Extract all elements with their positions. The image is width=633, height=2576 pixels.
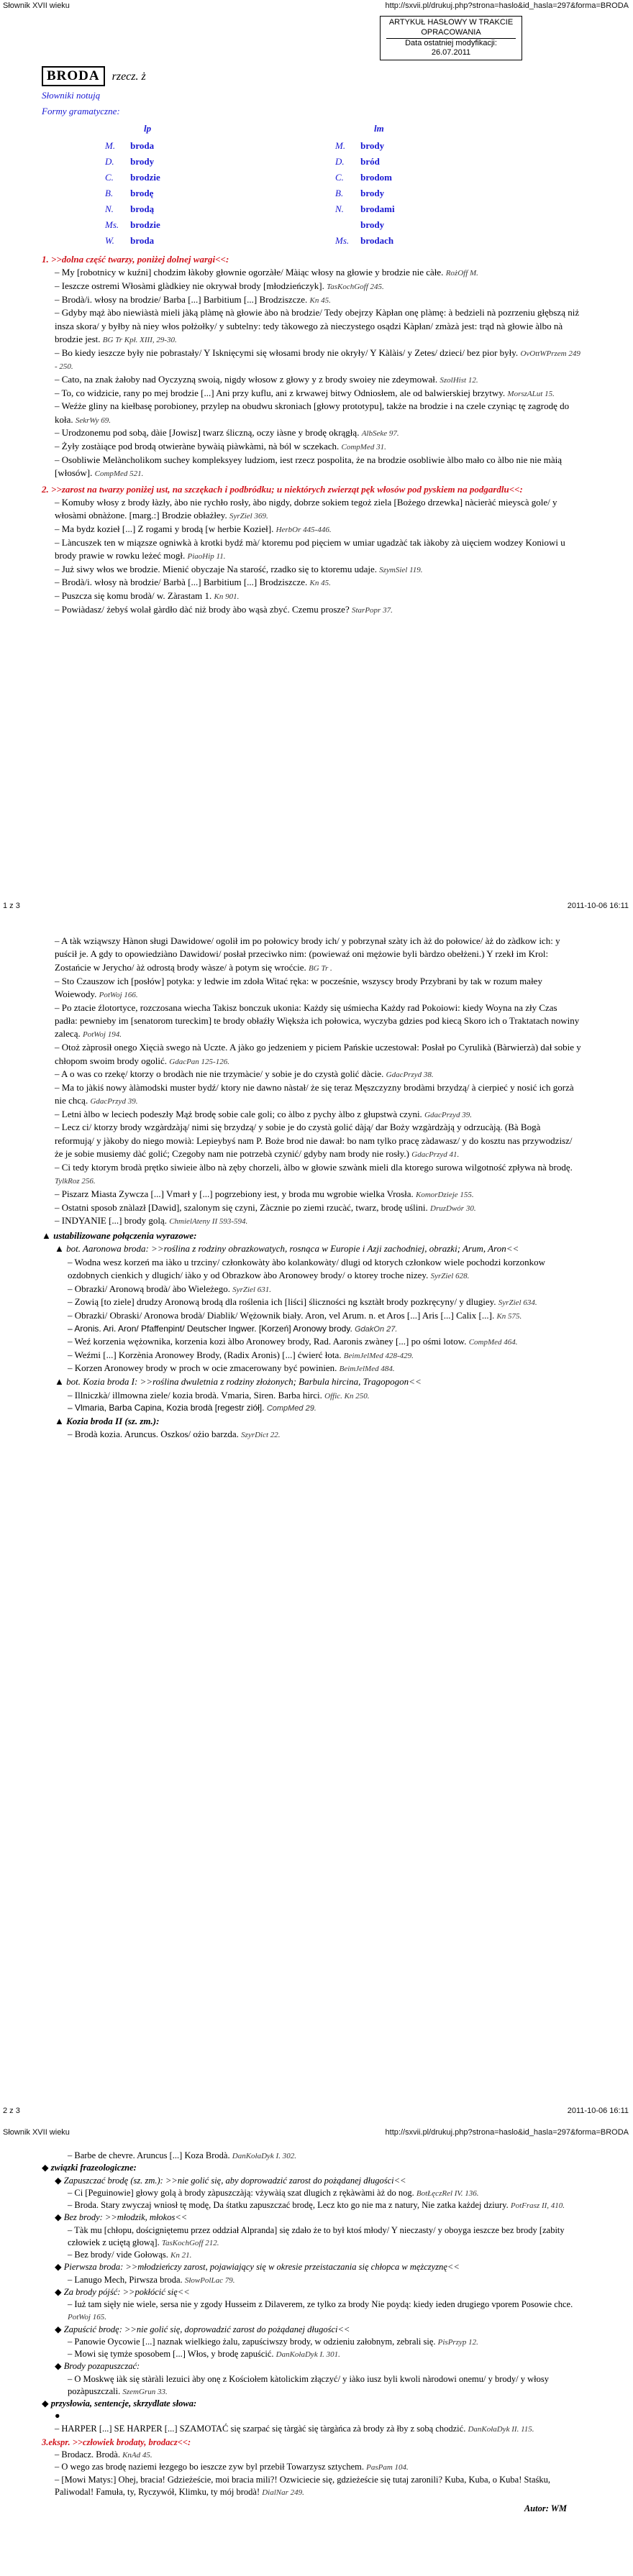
page-1 xyxy=(0,0,633,913)
inflection-row xyxy=(331,170,399,185)
form-value: brodom xyxy=(360,172,392,183)
quote xyxy=(55,2336,581,2348)
quote xyxy=(42,400,581,426)
quote xyxy=(55,1283,581,1296)
inflection-row xyxy=(101,170,165,185)
quote-text: – [Mowi Matys:] Ohej, bracia! Gdzieżeście, moi bracia mili?! Ozwiciecie się, gdzieżeście się tutaj zaronili? Kuba, Kuba, o Kuba! Staśku, Paliwodal! Famuła, ty, Ryczywół, Klimku, ty mój brodà! xyxy=(55,2474,550,2497)
quote-source: SzemGrun 33. xyxy=(122,2387,168,2396)
quote-text: – Aronis. Ari. Aron/ Pfaffenpint/ Deutscher Ingwer. [Korzeń] Aronowy brody. xyxy=(68,1323,352,1334)
body-page-3 xyxy=(42,2150,581,2515)
page-3 xyxy=(0,2128,633,2574)
quote-source: TasKochGoff 245. xyxy=(327,283,384,292)
diamond-bullet-icon: ◆ xyxy=(42,2398,51,2408)
quote xyxy=(42,935,581,975)
quote-text: – Obrazki/ Obraski/ Aronowa brodà/ Diablik/ Wężownik biały. Aron, vel Arum. n. et Aros [...] Aris [...] Calix [...]. xyxy=(68,1310,495,1321)
collocations-label xyxy=(42,1229,581,1242)
form-value: brody xyxy=(360,219,385,230)
quote-text: – Ieszcze ostremi Włosàmi glàdkiey nie okrywał brody [młodzieńczyk]. xyxy=(55,280,324,292)
phrase-head-text: Zapuścić brodę: >>nie golić się, doprowadzić zarost do pożądanej długości<< xyxy=(63,2324,350,2334)
quote-text: – Brodà kozia. Aruncus. Oszkos/ ożio barzda. xyxy=(68,1429,239,1440)
quote-source: MorszALut 15. xyxy=(507,389,555,398)
form-value: brodami xyxy=(360,203,395,214)
quote-text: – Osobliwie Melàncholikom suchey kompleksyey ludziom, iest rzecz pospolita, że na brodzie osobliwie àlbo mało co àlbo nie nie màią [włosów]. xyxy=(55,454,563,478)
quote-source: KomorDzieje 155. xyxy=(416,1191,474,1200)
quote xyxy=(42,2461,581,2473)
quote-source: CompMed 521. xyxy=(94,469,144,478)
quote-text: – My [robotnicy w kuźni] chodzim łàkoby głownie ogorzàłe/ Màiąc włosy na głowie y brodzie nie càłe. xyxy=(55,267,444,278)
quote-text: – Korzen Aronowey brody w proch w ocie zmacerowany być powinien. xyxy=(68,1362,337,1374)
quote xyxy=(42,1161,581,1188)
phrase-head xyxy=(55,2175,581,2187)
quote-text: – Komuby włosy z brody łàzły, àbo nie rychło rosły, àbo nigdy, dobrze sokiem tegoż ziela [Bożego drzewka] nàcieràć mieyscà gole/ y włosàmi obnàżone. [marg.:] Brodzie obłażłey. xyxy=(55,497,557,521)
quote xyxy=(42,306,581,347)
quote-text: – O wego zas brodę naziemi łezgego bo ieszcze zyw byl przebił Towarzysz sztychem. xyxy=(55,2462,364,2472)
quote-source: GdacPrzyd 39. xyxy=(424,1110,473,1119)
inflection-row xyxy=(331,233,399,249)
quote-text: – Puszcza się komu brodà/ w. Zàrastam 1. xyxy=(55,590,212,601)
quote xyxy=(55,2187,581,2199)
quote-text: – Letni àlbo w leciech podeszły Mąż brodę sobie cale goli; co àlbo z pychy àlbo z głupstwà czyni. xyxy=(55,1108,422,1119)
form-value: brodą xyxy=(130,203,155,214)
quote-text: – Wodna wesz korzeń ma iàko u trzciny/ członkowàty àbo kolankowàty/ dlugi od ktorych członkow wiele pochodzi korzonkow ozdobnych cienkich y dlugich/ iàko y od Obrazkow àbo Aronowey brody/ o ktorey troche nizey. xyxy=(68,1256,546,1281)
status-line-2: Data ostatniej modyfikacji: 26.07.2011 xyxy=(405,38,497,58)
quote xyxy=(55,1296,581,1309)
quote-text: – Iuż tam sięły nie wiele, sersa nie y zgody Husseim z Dilaverem, ze tylko za brody Nie poydą: kiedy ieden drugiego vporem Posowie chce. xyxy=(68,2299,573,2309)
phrase-head-text: Bez brody: >>młodzik, młokos<< xyxy=(63,2212,188,2223)
quote-source: GdacPrzyd 39. xyxy=(90,1097,138,1106)
plural-header: lm xyxy=(374,123,384,134)
diamond-bullet-icon: ◆ xyxy=(42,2163,51,2173)
quote-source: AlbSeke 97. xyxy=(361,429,399,439)
quote-source: CompMed 31. xyxy=(341,442,386,452)
inflection-row xyxy=(101,233,165,249)
form-value: bród xyxy=(360,156,380,167)
page-header-right: http://sxvii.pl/drukuj.php?strona=haslo&id_hasla=297&forma=BRODA xyxy=(385,2128,629,2137)
quote-source: DialNar 249. xyxy=(262,2488,304,2497)
form-value: brody xyxy=(360,188,385,198)
quote xyxy=(55,1362,581,1375)
quote xyxy=(42,603,581,617)
phrase xyxy=(42,2211,581,2261)
quote xyxy=(42,536,581,563)
quote xyxy=(42,1188,581,1201)
author: Autor: WM xyxy=(524,2503,567,2513)
quote-text: – Powiàdasz/ żebyś wolał gàrdło dàć niż brody àbo wąsà zbyć. Czemu prosze? xyxy=(55,603,350,615)
quote xyxy=(55,1402,581,1415)
quote-source: GdakOn 27. xyxy=(355,1324,398,1334)
quote-text: – Panowie Oycowie [...] naznak wielkiego żalu, zapuściwszy brody, w odzieniu załobnym, zebrali się. xyxy=(68,2336,436,2347)
diamond-bullet-icon: ◆ xyxy=(55,2324,64,2334)
proverbs-label xyxy=(42,2398,581,2410)
quote-source: Kn 901. xyxy=(214,592,240,601)
status-line-1: ARTYKUŁ HASŁOWY W TRAKCIE OPRACOWANIA xyxy=(386,18,516,39)
form-value: brodzie xyxy=(130,219,160,230)
quote-source: GdacPan 125-126. xyxy=(169,1057,229,1066)
case-label: D. xyxy=(105,156,114,167)
quote xyxy=(42,2423,581,2435)
quote xyxy=(55,2274,581,2286)
forms-label: Formy gramatyczne: xyxy=(42,106,120,116)
case-label: W. xyxy=(105,235,114,246)
quote-source: GdacPrzyd 38. xyxy=(386,1071,434,1080)
inflection-row xyxy=(101,201,165,217)
quote xyxy=(42,387,581,400)
inflection-row xyxy=(101,185,165,201)
collocation-head xyxy=(55,1242,581,1255)
quote-source: BG Tr . xyxy=(309,963,332,973)
form-value: broda xyxy=(130,235,155,246)
entry-head xyxy=(42,66,146,86)
page-footer-right: 2011-10-06 16:11 xyxy=(567,2107,629,2115)
inflection-row xyxy=(331,138,399,154)
quote-text: – Illniczkà/ illmowna ziele/ kozia brodà. Vmaria, Siren. Barba hirci. xyxy=(68,1389,322,1401)
quote-text: – Làncuszek ten w miązsze ogniwkà à krotki bydź mà/ ktoremu pod pięciem w umiar ugadzàć tak iàkoby zà uięciem wodzey Koniowi u brody prawie w rowku leżeć mogł. xyxy=(55,536,565,562)
quote-source: PiaoHip 11. xyxy=(187,552,226,562)
quote-source: TylkRoz 256. xyxy=(55,1177,96,1186)
diamond-bullet-icon: ◆ xyxy=(55,2361,64,2372)
quote-text: – Brodà/i. włosy nà brodzie/ Barbà [...] Barbitium [...] Brodziszcze. xyxy=(55,577,308,588)
form-value: broda xyxy=(130,140,155,151)
quote xyxy=(42,1068,581,1081)
quote-text: – Weź korzenia wężownika, korzenia kozi àlbo Aronowey brody, Rad. Aaronis zwàney [...] po ośmi lotow. xyxy=(68,1336,467,1347)
quote-text: – Brodà/i. włosy na brodzie/ Barba [...] Barbitium [...] Brodziszcze. xyxy=(55,293,308,305)
quote-text: – Ci tedy ktorym brodà prętko siwieie àlbo nà zęby chorzeli, àlbo w głowie szwànk mieli dla ktorego surowa wilgotność zpływa nà brodę. xyxy=(55,1161,573,1173)
quote-text: – Żyły zostàiące pod brodą otwieràne bywàią piàwkàmi, nà ból w sczekach. xyxy=(55,440,340,452)
phrase-head xyxy=(55,2360,581,2373)
phrase-head xyxy=(55,2324,581,2336)
quote-source: PotWoj 165. xyxy=(68,2313,106,2322)
quote xyxy=(42,1201,581,1215)
quote xyxy=(42,266,581,280)
inflection-row xyxy=(101,217,165,233)
quote xyxy=(55,1349,581,1362)
phrase xyxy=(42,2360,581,2398)
singular-header: lp xyxy=(144,123,152,134)
quote xyxy=(55,2249,581,2261)
quote xyxy=(42,2150,581,2162)
quote-source: BeimJelMed 428-429. xyxy=(343,1351,414,1360)
quote-source: BeimJelMed 484. xyxy=(339,1365,395,1374)
quote xyxy=(42,1214,581,1228)
quote xyxy=(55,2298,581,2324)
phrase xyxy=(42,2261,581,2286)
case-label: Ms. xyxy=(335,235,350,246)
form-value: brody xyxy=(360,140,385,151)
sense-2-label: 2. >>zarost na twarzy poniżej ust, na szczękach i podbródku; u niektórych zwierząt pęk włosów pod pyskiem na podgardlu<<: xyxy=(42,483,523,495)
collocation-head xyxy=(55,1415,581,1428)
quote xyxy=(42,563,581,577)
quote xyxy=(42,2474,581,2499)
quote-text: – Weźże gliny na kiełbasę porobioney, przylep na obudwu skroniach [głowy prototypu], także na brodzie i na czele czyniąc tę zagrodę do koła. xyxy=(55,400,570,425)
quote xyxy=(42,496,581,523)
quote xyxy=(42,454,581,480)
quote-source: SzolHist 12. xyxy=(440,376,478,385)
quote xyxy=(55,2348,581,2360)
triangle-bullet-icon: ▲ xyxy=(42,1229,54,1241)
quote xyxy=(42,1001,581,1042)
quote-text: – Lecz ci/ ktorzy brody wzgàrdzàją/ nimi się brzydzą/ y sobie je do czystà golić dàją/ dar Boży wzgàrdzàją y odrzucàją. (Bà Bogà reformują/ y jàkoby do niego mowià: Lepieybyś nam P. Boże brod nie dawał: bo nam tylko pracę zàdawasz/ y do kosztu nas przywodzisz/ że je sobie musiemy dàć golić; Czegoby nam nie potrzebà czynić/ gdyby nam brody nie rosły.) xyxy=(55,1122,573,1160)
diamond-bullet-icon: ◆ xyxy=(55,2212,64,2223)
quote-source: TasKochGoff 212. xyxy=(161,2238,219,2247)
collocation xyxy=(42,1415,581,1441)
quote-text: – Bez brody/ vide Gołowąs. xyxy=(68,2250,168,2260)
quote-source: StarPopr 37. xyxy=(351,605,393,615)
phrase-head-text: Pierwsza broda: >>młodzieńczy zarost, pojawiający się w okresie przeistaczania się chłopca w mężczyznę<< xyxy=(63,2262,460,2273)
quote-text: – A o was co rzekę/ ktorzy o brodàch nie nie trzymàcie/ y sobie je do czystà golić dàcie. xyxy=(55,1068,384,1080)
quote-text: – Gdyby mąż àbo niewiàstà mieli jàką plàmę nà głowie àbo nà brodzie/ Tedy obejrzy Kàpłan onę plàmę: à bedzieli nà pozrzeniu głębszą niż insza skora/ y byłby nà niey włos połżołky/ y subtelny: tedy tàkowego zà nieczystego osądzi Kàpłan/ zmàzà jest: trąd nà głowie àlbo nà brodzie jest. xyxy=(55,307,580,345)
collocations-label-text: ustabilizowane połączenia wyrazowe: xyxy=(53,1229,197,1241)
quote-source: BotŁęczRel IV. 136. xyxy=(416,2188,479,2198)
quote-text: – O Moskwę iàk się stàràli lezuici àby onę z Kościołem kàtolickim złączyć/ y iàko iusz byli kwoli nàrodowi onemu/ y brody/ y włosy pozàpuszczali. xyxy=(68,2373,549,2396)
quote-source: Kn 21. xyxy=(170,2251,192,2260)
proverbs-label-text: przysłowia, sentencje, skrzydlate słowa: xyxy=(50,2398,197,2408)
quote-text: – Ci [Peguinowie] głowy golą à brody zàpuszczàją: vżywàią szat dlugich z rękàwàmi àż do nog. xyxy=(68,2187,414,2198)
sense-1-label: 1. >>dolna część twarzy, poniżej dolnej wargi<<: xyxy=(42,254,229,265)
quote-source: SekrWy 69. xyxy=(75,416,111,425)
quote-source: OvOttWPrzem 249 - 250. xyxy=(55,349,580,372)
quote-source: SłowPolLac 79. xyxy=(184,2275,235,2285)
inflection-row xyxy=(101,154,165,170)
triangle-bullet-icon: ▲ xyxy=(55,1376,67,1388)
case-label: B. xyxy=(105,188,114,198)
collocation xyxy=(42,1242,581,1375)
quote-text: – Bo kiedy ieszcze były nie pobrastały/ Y Isknięcymi się włosami brody nie okryły/ Y Kàlàis/ y Zetes/ dzieci/ bez pior były. xyxy=(55,347,519,358)
quote xyxy=(55,1323,581,1336)
quote xyxy=(55,1335,581,1349)
quote xyxy=(42,293,581,307)
quote-text: – Cato, na znak żałoby nad Oyczyzną swoią, nigdy włosow z głowy y z brody swoiey nie zdeymował. xyxy=(55,374,438,385)
quote-source: SyrZiel 631. xyxy=(232,1285,271,1294)
quote xyxy=(42,590,581,603)
phrase-head-text: Brody pozapuszczać: xyxy=(63,2361,140,2372)
quote xyxy=(42,1121,581,1161)
quote-text: – INDYANIE [...] brody golą. xyxy=(55,1215,167,1227)
case-label: N. xyxy=(105,203,114,214)
quote-text: – Ostatni sposob znàlazł [Dawid], szalonym się czyni, Zàcznie po ziemi rzucàć, twarz, brodę uślini. xyxy=(55,1201,428,1213)
quote xyxy=(42,576,581,590)
quote-text: – Brodacz. Brodà. xyxy=(55,2449,120,2460)
phrase xyxy=(42,2175,581,2212)
source-label: Słowniki notują xyxy=(42,90,101,101)
quote xyxy=(42,1108,581,1122)
phraseology-label-text: związki frazeologiczne: xyxy=(50,2163,137,2173)
quote-text: – Mowi się tymże sposobem [...] Włos, y brodę zapuścić. xyxy=(68,2349,274,2359)
quote-source: SzyrDict 22. xyxy=(241,1431,281,1440)
phrase-head-text: Zapuszczać brodę (sz. zm.): >>nie golić się, aby doprowadzić zarost do pożądanej długości<< xyxy=(63,2175,406,2186)
quote-text: – Obrazki/ Aronową brodà/ àbo Wieleżego. xyxy=(68,1283,230,1294)
case-label: Ms. xyxy=(105,219,119,230)
quote-source: PotWoj 194. xyxy=(82,1030,122,1040)
collocation-head xyxy=(55,1375,581,1388)
case-label: N. xyxy=(335,203,344,214)
quote xyxy=(42,440,581,454)
quote xyxy=(42,373,581,387)
quote-source: DanKołaDyk II. 115. xyxy=(468,2424,534,2434)
quote-source: DanKołaDyk I. 302. xyxy=(232,2152,296,2160)
quote xyxy=(42,1081,581,1108)
sense-3-label: 3.ekspr. >>człowiek brodaty, brodacz<<: xyxy=(42,2437,191,2447)
quote-source: SyrZiel 369. xyxy=(229,512,268,521)
quote-source: SyrZiel 628. xyxy=(430,1272,470,1281)
quote xyxy=(55,1309,581,1323)
inflection-row xyxy=(331,201,399,217)
quote-source: PotFrasz II, 410. xyxy=(510,2201,565,2210)
quote-text: – Weźmi [...] Korzènia Aronowey Brody, (Radix Aronis) [...] ćwierć łota. xyxy=(68,1349,342,1360)
case-label xyxy=(331,217,356,233)
quote xyxy=(55,1389,581,1403)
quote-source: Kn 575. xyxy=(496,1312,522,1321)
quote-source: GdacPrzyd 41. xyxy=(411,1150,460,1160)
diamond-bullet-icon: ◆ xyxy=(55,2175,64,2186)
lemma: BRODA xyxy=(42,66,105,86)
quote-text: – Vlmaria, Barba Capina, Kozia brodà [regestr ziół]. xyxy=(68,1403,265,1413)
diamond-bullet-icon: ◆ xyxy=(55,2262,64,2273)
phrase xyxy=(42,2324,581,2361)
quote-text: – Otoż zàprosił onego Xięcià swego nà Uczte. A jàko go jedzeniem y piciem Pańskie uczestował: Posłał po Cyrulikà (Bàrwierzà) dał sobie y chłopom swoim brody ogolić. xyxy=(55,1042,581,1066)
collocation-head-text: bot. Kozia broda I: >>roślina dwuletnia z rodziny złożonych; Barbula hircina, Tragopogon<< xyxy=(66,1376,422,1388)
phrase-head-text: Za brody pójść: >>pokłócić się<< xyxy=(63,2286,190,2297)
triangle-bullet-icon: ▲ xyxy=(55,1243,67,1255)
body-page-2 xyxy=(42,935,581,1441)
quote xyxy=(55,2373,581,2398)
case-label: D. xyxy=(335,156,345,167)
phrase-head xyxy=(55,2261,581,2273)
quote xyxy=(42,523,581,536)
phrase-head xyxy=(55,2211,581,2224)
inflection-row xyxy=(331,154,399,170)
inflection-row xyxy=(331,185,399,201)
form-value: brodzie xyxy=(130,172,160,183)
phrase-head xyxy=(55,2286,581,2298)
quote-text: – Ma bydz kozieł [...] Z rogami y brodą [w herbie Kozieł]. xyxy=(55,523,274,535)
part-of-speech: rzecz. ż xyxy=(111,70,146,83)
quote-source: ChmielAteny II 593-594. xyxy=(169,1217,248,1227)
quote-text: – Zowią [to ziele] drudzy Aronową brodą dla roślenia ich [liści] śliczności ng ksztàłt brody pozkręcyny/ y dlugiey. xyxy=(68,1296,496,1308)
collocation xyxy=(42,1375,581,1415)
phrase xyxy=(42,2286,581,2324)
proverb-bullet xyxy=(42,2410,581,2422)
quote-text: – Lanugo Mech, Pirwsza broda. xyxy=(68,2274,183,2285)
form-value: brodę xyxy=(130,188,154,198)
body-page-1 xyxy=(42,253,581,616)
quote-text: – Już siwy włos we brodzie. Mienić obyczaje Na starość, rzadko się to ktoremu udaje. xyxy=(55,563,378,574)
quote-source: BG Tr Kpł. XIII, 29-30. xyxy=(102,336,177,345)
collocation-head-text: Kozia broda II (sz. zm.): xyxy=(66,1415,160,1426)
page-footer-left: 2 z 3 xyxy=(3,2107,20,2115)
quote-text: – Barbe de chevre. Aruncus [...] Koza Brodà. xyxy=(68,2150,230,2160)
inflection-row xyxy=(101,138,165,154)
quote-source: DanKołaDyk I. 301. xyxy=(275,2350,340,2359)
case-label: C. xyxy=(335,172,344,183)
plural-table xyxy=(331,138,399,249)
quote-text: – Tàk mu [chłopu, dościgniętemu przez oddział Alpranda] się zdało że to był ktoś młody/ Y nieczasty/ y oboyga ieszcze bez brody [zabity człowiek z uciętą głową]. xyxy=(68,2224,565,2247)
quote-text: – Po ztacie źlotortyce, rozczosana wiecha Takisz bonczuk ukonia: Każdy się uśmiecha Każdy rad Pokoiowi: kiedy Woyna na zły Czas padła: pewnieby im [senatorom tureckim] te brody obłaźły Więksża ich połowica, wyczyba gdzies pod kiecą Skoro ich o Traktatach nowiny zalecą. xyxy=(55,1001,580,1040)
quote-source: PasPam 104. xyxy=(366,2463,409,2472)
quote-text: – Ma to jàkiś nowy àlàmodski muster bydź/ ktory nie dawno nàstał/ że się teraz Męszczyzny brodàmi brzydzą/ à cierpieć y nosić ich gorzà nie chcą. xyxy=(55,1081,574,1106)
status-box xyxy=(380,16,522,60)
quote xyxy=(55,1428,581,1441)
diamond-bullet-icon: ◆ xyxy=(55,2286,64,2297)
dot-bullet-icon: ● xyxy=(55,2411,60,2421)
page-footer-left: 1 z 3 xyxy=(3,902,20,910)
form-value: brody xyxy=(130,156,155,167)
quote-source: KnAd 45. xyxy=(122,2451,152,2460)
page-header-left: Słownik XVII wieku xyxy=(3,2128,70,2137)
quote-source: SyrZiel 634. xyxy=(498,1298,537,1308)
quote xyxy=(42,347,581,373)
singular-table xyxy=(101,138,165,249)
quote-text: – Urodzonemu pod sobą, dàie [Jowisz] twarz śliczną, oczy iàsne y brodę okrągłą. xyxy=(55,427,360,439)
page-footer-right: 2011-10-06 16:11 xyxy=(567,902,629,910)
quote-text: – A tàk wziąwszy Hànon sługi Dawidowe/ ogolił im po połowicy brody ich/ y pobrzynał szàty ich àż do połowice/ àż do zàdkow ich: y puścił je. A gdy to opowiedziàno Dawidowi/ posłał przeciwko nim: (powiewaź oni mężowie byli bàrdzo obełżeni.) Y rzekł im Krol: Zostańcie w Jerycho/ àż odrostą brody wàsze/ à potym się wroćcie. xyxy=(55,935,560,973)
quote-source: CompMed 464. xyxy=(468,1338,518,1347)
quote xyxy=(55,2199,581,2211)
form-value: brodach xyxy=(360,235,394,246)
quote-source: PisPrzyp 12. xyxy=(437,2337,478,2347)
quote-text: – Broda. Stary zwyczaj wniosł tę modę, Da śtatku zapuszczać brodę, Lecz kto go nie ma z natury, Nie zatka każdej dziury. xyxy=(68,2200,509,2210)
phraseology-label xyxy=(42,2162,581,2174)
quote-source: SzymSiel 119. xyxy=(379,565,423,574)
quote-source: DruzDwór 30. xyxy=(430,1204,476,1213)
quote-text: – HARPER [...] SE HARPER [...] SZAMOTAĆ się szarpać się tàrgàć się tàrgàńca zà brody zà łby z sobą chodzić. xyxy=(55,2423,466,2434)
inflection-row xyxy=(331,217,399,233)
quote-text: – Piszarz Miasta Zywcza [...] Vmarł y [...] pogrzebiony iest, y broda mu wgrobie wielka Vrosła. xyxy=(55,1188,414,1200)
collocation-head-text: bot. Aaronowa broda: >>roślina z rodziny obrazkowatych, rosnąca w Europie i Azji zachodniej, obrazki; Arum, Aron<< xyxy=(66,1243,519,1255)
quote xyxy=(55,2224,581,2250)
case-label: C. xyxy=(105,172,114,183)
case-label: M. xyxy=(105,140,116,151)
quote-source: Kn 45. xyxy=(309,295,331,305)
quote xyxy=(42,1041,581,1068)
quote xyxy=(55,1256,581,1283)
case-label: M. xyxy=(335,140,346,151)
page-header-left: Słownik XVII wieku xyxy=(3,1,70,10)
quote-source: HerbOr 445-446. xyxy=(275,526,332,535)
quote-source: RożOff M. xyxy=(445,269,478,278)
quote xyxy=(42,975,581,1001)
quote-source: Offic. Kn 250. xyxy=(324,1391,370,1401)
case-label: B. xyxy=(335,188,344,198)
quote xyxy=(42,2449,581,2461)
quote-source: Kn 45. xyxy=(309,579,331,588)
quote-text: – Sto Czauszow ich [posłów] potyka: y ledwie im zdoła Witać ręka: w pocześnie, wszyscy brody Przybrani by tak w rozum małey Woiewody. xyxy=(55,975,542,999)
quote-source: CompMed 29. xyxy=(266,1404,316,1413)
page-header-right: http://sxvii.pl/drukuj.php?strona=haslo&id_hasla=297&forma=BRODA xyxy=(385,1,629,10)
quote-source: PotWoj 166. xyxy=(99,990,138,999)
triangle-bullet-icon: ▲ xyxy=(55,1415,67,1426)
quote-text: – To, co widzicie, rany po mej brodzie [...] Ani przy kuflu, ani z krwawej bitwy Odniosłem, ale od balwierskiej brzytwy. xyxy=(55,387,506,398)
quote xyxy=(42,280,581,293)
page-2 xyxy=(0,927,633,2121)
quote xyxy=(42,426,581,440)
